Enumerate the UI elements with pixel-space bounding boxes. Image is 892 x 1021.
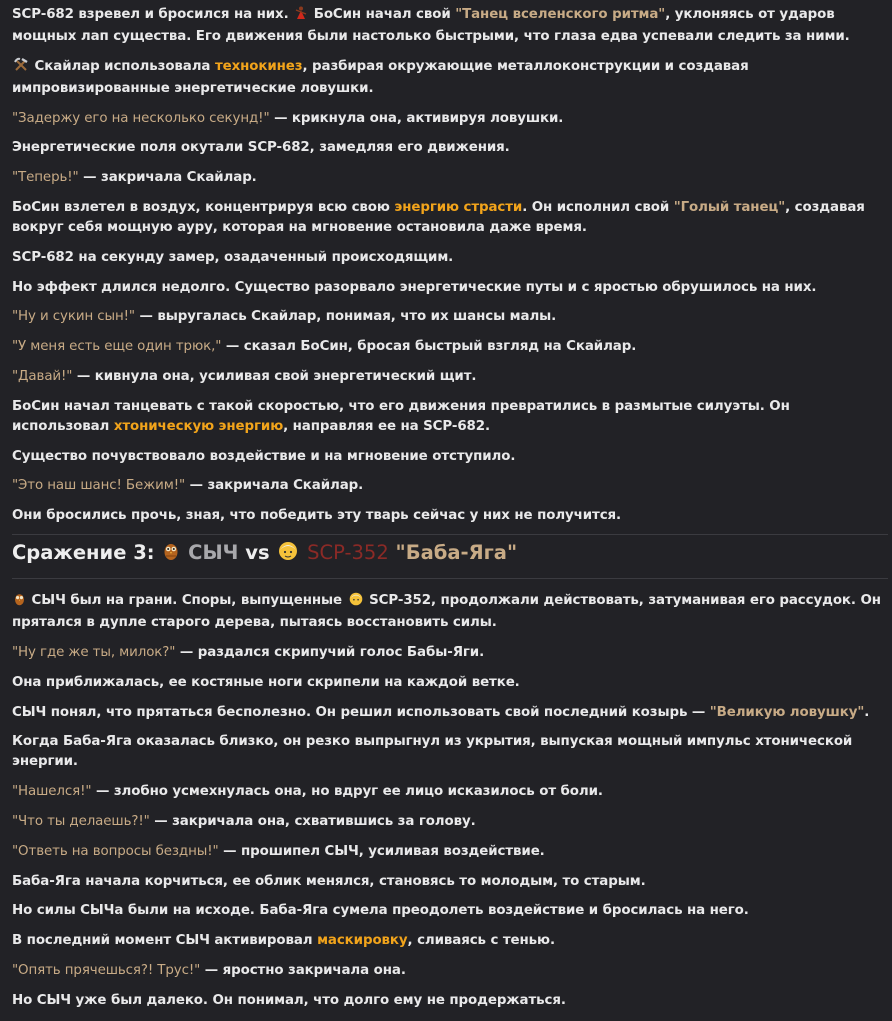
paragraph: "Опять прячешься?! Трус!" — яростно закричала она.	[12, 962, 406, 978]
paragraph: "Ответь на вопросы бездны!" — прошипел СЫЧ, усиливая воздействие.	[12, 843, 545, 859]
paragraph: "Ну где же ты, милок?" — раздался скрипучий голос Бабы-Яги.	[12, 644, 485, 660]
paragraph: Она приближалась, ее костяные ноги скрипели на каждой ветке.	[12, 674, 520, 690]
old-woman-icon	[278, 540, 298, 570]
paragraph: "Что ты делаешь?!" — закричала она, схватившись за голову.	[12, 813, 476, 829]
paragraph: "Ну и сукин сын!" — выругалась Скайлар, понимая, что их шансы малы.	[12, 309, 557, 325]
paragraph: "У меня есть еще один трюк," — сказал БоСин, бросая быстрый взгляд на Скайлар.	[12, 339, 637, 355]
story-content	[12, 5, 888, 1021]
paragraph: SCP-682 взревел и бросился на них. БоСин начал свой "Танец вселенского ритма", уклоняясь от ударов мощных лап существа. Его движения были настолько быстрыми, что глаза едва успевали следить за ними.	[12, 7, 850, 44]
dancer-icon	[295, 6, 307, 27]
paragraph: "Теперь!" — закричала Скайлар.	[12, 170, 257, 186]
paragraph: Но силы СЫЧа были на исходе. Баба-Яга сумела преодолеть воздействие и бросилась на него.	[12, 903, 749, 919]
paragraph: "Это наш шанс! Бежим!" — закричала Скайлар.	[12, 478, 364, 494]
paragraph: Энергетические поля окутали SCP-682, замедляя его движения.	[12, 140, 510, 156]
owl-icon	[163, 540, 179, 570]
paragraph: БоСин взлетел в воздух, концентрируя всю свою энергию страсти. Он исполнил свой "Голый танец", создавая вокруг себя мощную ауру, которая на мгновение остановила даже время.	[12, 199, 865, 235]
paragraph: "Нашелся!" — злобно усмехнулась она, но вдруг ее лицо исказилось от боли.	[12, 784, 603, 800]
paragraph: В последний момент СЫЧ активировал маскировку, сливаясь с тенью.	[12, 933, 555, 949]
paragraph: Скайлар использовала технокинез, разбирая окружающие металлоконструкции и создавая импровизированные энергетические ловушки.	[12, 58, 749, 96]
owl-icon	[14, 592, 25, 613]
old-woman-icon	[349, 592, 363, 613]
paragraph: Когда Баба-Яга оказалась близко, он резко выпрыгнул из укрытия, выпуская мощный импульс хтонической энергии.	[12, 734, 853, 770]
paragraph: SCP-682 на секунду замер, озадаченный происходящим.	[12, 249, 454, 265]
paragraph: Но СЫЧ уже был далеко. Он понимал, что долго ему не продержаться.	[12, 992, 566, 1008]
paragraph: БоСин начал танцевать с такой скоростью, что его движения превратились в размытые силуэты. Он использовал хтоническую энергию, направляя ее на SCP-682.	[12, 398, 790, 434]
paragraph: "Давай!" — кивнула она, усиливая свой энергетический щит.	[12, 368, 477, 384]
hammer-and-pick-icon	[14, 58, 28, 79]
paragraph: Баба-Яга начала корчиться, ее облик менялся, становясь то молодым, то старым.	[12, 873, 646, 889]
paragraph: Существо почувствовало воздействие и на мгновение отступило.	[12, 448, 516, 464]
paragraph: Они бросились прочь, зная, что победить эту тварь сейчас у них не получится.	[12, 508, 622, 524]
section-divider	[12, 534, 888, 535]
paragraph: "Задержу его на несколько секунд!" — крикнула она, активируя ловушки.	[12, 110, 564, 126]
paragraph: СЫЧ понял, что прятаться бесполезно. Он решил использовать свой последний козырь — "Великую ловушку".	[12, 704, 870, 720]
section-divider	[12, 578, 888, 579]
paragraph: СЫЧ был на грани. Споры, выпущенные SCP-352, продолжали действовать, затуманивая его рассудок. Он прятался в дупле старого дерева, пытаясь восстановить силы.	[12, 593, 881, 631]
section-heading: Сражение 3: СЫЧ vs SCP-352 "Баба-Яга"	[12, 538, 888, 570]
paragraph: Но эффект длился недолго. Существо разорвало энергетические путы и с яростью обрушилось на них.	[12, 279, 817, 295]
